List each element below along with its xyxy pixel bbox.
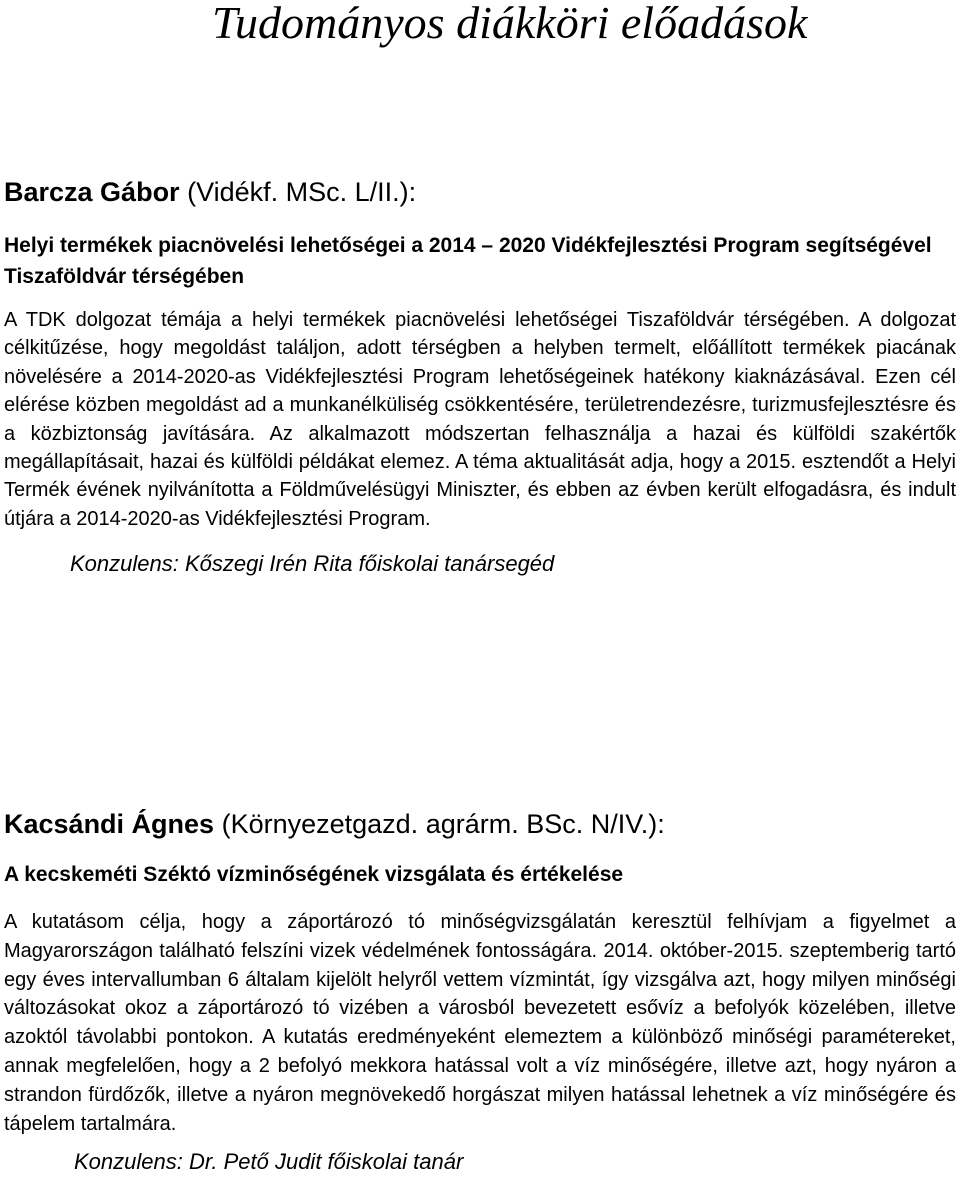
- advisor-line: Konzulens: Kőszegi Irén Rita főiskolai tanársegéd: [70, 551, 555, 577]
- author-name: Kacsándi Ágnes: [4, 809, 215, 839]
- author-line: [4, 804, 956, 844]
- presentation-entry: [4, 172, 956, 579]
- author-program: (Környezetgazd. agrárm. BSc. N/IV.):: [214, 809, 665, 839]
- talk-title: A kecskeméti Széktó vízminőségének vizsgálata és értékelése: [4, 863, 624, 886]
- author-line: [4, 172, 956, 212]
- page-title: Tudományos diákköri előadások: [212, 0, 808, 48]
- abstract-text: A kutatásom célja, hogy a záportározó tó minőségvizsgálatán keresztül felhívjam a figyelmet a Magyarországon található felszíni vizek védelmének fontosságára. 2014. október-2015. szeptemberig tartó egy éves intervallumban 6 általam kijelölt helyről vettem vízmintát, így vizsgálva azt, hogy milyen minőségi változásokat okoz a záportározó tó vizében a városból bevezetett esővíz a befolyók közelében, illetve azoktól távolabbi pontokon. A kutatás eredményeként elemeztem a különböző minőségi paramétereket, annak megfelelően, hogy a 2 befolyó mekkora hatással volt a víz minőségére, illetve azt, hogy nyáron a strandon fürdőzők, illetve a nyáron megnövekedő horgászat milyen hatással lehetnek a víz minőségére és tápelem tartalmára.: [4, 911, 956, 1135]
- advisor-line: Konzulens: Dr. Pető Judit főiskolai tanár: [74, 1149, 464, 1175]
- talk-title: Helyi termékek piacnövelési lehetőségei a 2014 – 2020 Vidékfejlesztési Program segítségével Tiszaföldvár térségében: [4, 234, 932, 288]
- author-program: (Vidékf. MSc. L/II.):: [179, 177, 417, 207]
- presentation-entry: [4, 804, 956, 1177]
- author-name: Barcza Gábor: [4, 177, 180, 207]
- abstract-text: A TDK dolgozat témája a helyi termékek piacnövelési lehetőségei Tiszaföldvár térségében. A dolgozat célkitűzése, hogy megoldást találjon, adott térségben a helyben termelt, előállított termékek piacának növelésére a 2014-2020-as Vidékfejlesztési Program lehetőségeinek hatékony kiaknázásával. Ezen cél elérése közben megoldást ad a munkanélküliség csökkentésére, területrendezésre, turizmusfejlesztésre és a közbiztonság javítására. Az alkalmazott módszertan felhasználja a hazai és külföldi szakértők megállapításait, hazai és külföldi példákat elemez. A téma aktualitását adja, hogy a 2015. esztendőt a Helyi Termék évének nyilvánította a Földművelésügyi Miniszter, és ebben az évben került elfogadásra, és indult útjára a 2014-2020-as Vidékfejlesztési Program.: [4, 309, 956, 530]
